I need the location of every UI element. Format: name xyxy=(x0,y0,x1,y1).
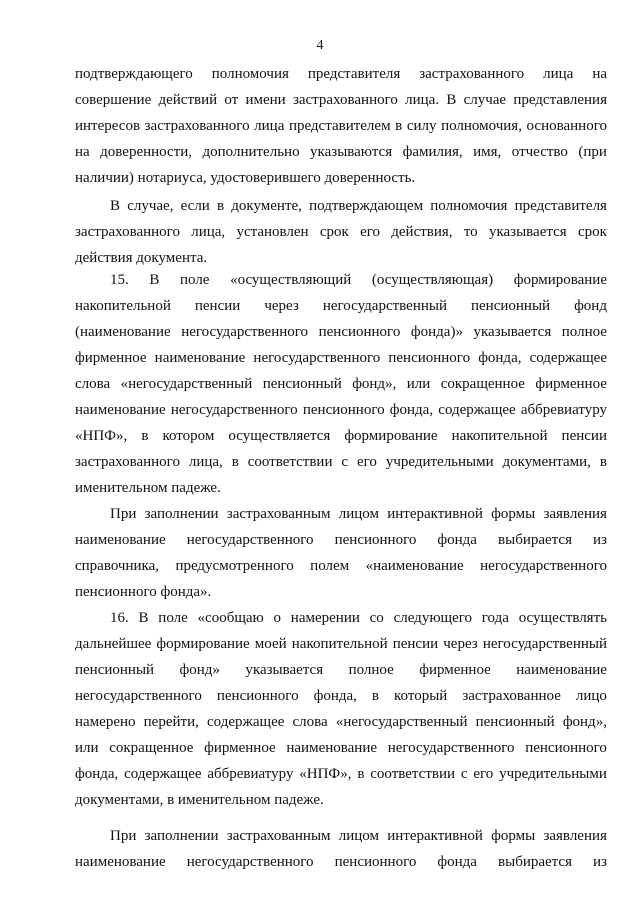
word: то xyxy=(463,224,478,240)
word: негосударственного xyxy=(186,854,314,870)
word: фонд» xyxy=(179,662,220,678)
word: лица xyxy=(254,118,285,134)
word: на xyxy=(592,66,607,82)
text-line: действия документа. xyxy=(75,250,208,266)
text-line: документами, в именительном падеже. xyxy=(75,792,324,808)
word: пенсионного xyxy=(334,532,417,548)
word: При xyxy=(110,828,137,844)
word: фонда, xyxy=(389,402,434,418)
text-line xyxy=(75,426,607,446)
word: пенсионный xyxy=(471,298,551,314)
text-line xyxy=(110,826,607,846)
word: застрахованное xyxy=(462,688,561,704)
word: поле xyxy=(179,272,210,288)
word: соответствии xyxy=(247,454,333,470)
text-line xyxy=(75,64,607,84)
word: слова xyxy=(75,376,111,392)
page-number: 4 xyxy=(316,38,324,53)
word: негосударственного xyxy=(170,402,298,418)
word: В xyxy=(149,272,160,288)
word: наименование xyxy=(516,662,607,678)
word: перейти, xyxy=(143,714,199,730)
word: осуществлять xyxy=(518,610,607,626)
word: пенсионного xyxy=(525,740,607,756)
word: формы xyxy=(491,506,536,522)
word: заявления xyxy=(543,506,607,522)
word: пенсии xyxy=(392,636,439,652)
word: 16. xyxy=(110,610,129,626)
word: подтверждающего xyxy=(75,66,193,82)
word: его xyxy=(473,766,494,782)
word: наименование xyxy=(75,532,166,548)
word: фонда, xyxy=(478,350,522,366)
word: выбирается xyxy=(498,532,572,548)
word: срок xyxy=(577,224,607,240)
word: лица. xyxy=(405,92,440,108)
text-line xyxy=(110,270,607,290)
word: осуществляется xyxy=(228,428,331,444)
word: пенсии xyxy=(194,298,241,314)
text-line xyxy=(75,90,607,110)
text-line xyxy=(110,196,607,216)
word: лица, xyxy=(191,224,226,240)
word: негосударственного xyxy=(387,740,515,756)
word: фирменное xyxy=(204,740,276,756)
word: который xyxy=(394,688,448,704)
word: лица, xyxy=(188,454,223,470)
word: «негосударственный xyxy=(335,714,468,730)
word: силу xyxy=(406,118,437,134)
word: негосударственного xyxy=(181,324,309,340)
word: доверенности, xyxy=(100,144,193,160)
word: (наименование xyxy=(75,324,171,340)
text-line xyxy=(75,296,607,316)
word: «наименование xyxy=(365,558,464,574)
text-line xyxy=(75,712,607,732)
word: через xyxy=(443,636,478,652)
text-line xyxy=(75,374,607,394)
word: в xyxy=(599,454,607,470)
word: интерактивной xyxy=(387,828,483,844)
text-line: пенсионного фонда». xyxy=(75,584,212,600)
word: застрахованным xyxy=(226,506,331,522)
word: застрахованного xyxy=(75,224,180,240)
word: в xyxy=(371,688,380,704)
word: выбирается xyxy=(498,854,572,870)
word: полномочия, xyxy=(441,118,522,134)
word: документе, xyxy=(231,198,302,214)
word: в xyxy=(395,118,403,134)
text-line xyxy=(75,686,607,706)
word: накопительной xyxy=(291,636,388,652)
word: застрахованного xyxy=(75,454,180,470)
word: негосударственного xyxy=(75,688,202,704)
word: В xyxy=(110,198,121,214)
word: пенсии xyxy=(561,428,607,444)
word: застрахованного xyxy=(292,92,398,108)
word: с xyxy=(460,766,468,782)
word: фирменное xyxy=(535,376,607,392)
word: документами, xyxy=(502,454,591,470)
word: от xyxy=(224,92,239,108)
word: его xyxy=(360,224,380,240)
word: намерено xyxy=(75,714,136,730)
text-line xyxy=(75,852,607,872)
text-line xyxy=(75,764,607,784)
word: фирменное xyxy=(75,350,147,366)
word: фирменное xyxy=(419,662,491,678)
word: наименование xyxy=(75,402,166,418)
word: случае xyxy=(463,92,507,108)
word: заявления xyxy=(543,828,607,844)
word: дальнейшее xyxy=(75,636,152,652)
word: «НПФ», xyxy=(299,766,352,782)
word: если xyxy=(180,198,210,214)
word: намерении xyxy=(290,610,360,626)
word: справочника, xyxy=(75,558,160,574)
word: в xyxy=(231,454,239,470)
word: учредительными xyxy=(385,454,494,470)
text-line xyxy=(75,142,607,162)
word: (осуществляющая) xyxy=(371,272,494,288)
word: с xyxy=(341,454,349,470)
word: застрахованного xyxy=(419,66,525,82)
word: представителя xyxy=(514,198,607,214)
text-line xyxy=(75,222,607,242)
word: следующего xyxy=(393,610,473,626)
word: фамилия, xyxy=(402,144,463,160)
word: застрахованного xyxy=(144,118,250,134)
text-line xyxy=(75,400,607,420)
word: формы xyxy=(491,828,536,844)
word: негосударственного xyxy=(480,558,607,574)
word: срок xyxy=(319,224,349,240)
text-line xyxy=(75,660,607,680)
word: имя, xyxy=(473,144,502,160)
word: При xyxy=(110,506,137,522)
word: формирование xyxy=(344,428,438,444)
word: накопительной xyxy=(75,298,171,314)
word: из xyxy=(593,532,607,548)
text-line: наличии) нотариуса, удостоверившего доверенность. xyxy=(75,170,416,186)
word: застрахованным xyxy=(226,828,331,844)
text-line xyxy=(75,348,607,368)
word: (при xyxy=(578,144,607,160)
word: о xyxy=(273,610,282,626)
word: или xyxy=(406,376,431,392)
word: содержащее xyxy=(124,766,202,782)
text-line xyxy=(75,738,607,758)
word: лицо xyxy=(575,688,607,704)
word: фонд», xyxy=(562,714,607,730)
word: фонда xyxy=(437,854,477,870)
word: заполнении xyxy=(144,506,219,522)
word: фонда xyxy=(437,532,477,548)
text-line xyxy=(75,530,607,550)
word: на xyxy=(75,144,90,160)
word: со xyxy=(369,610,384,626)
word: через xyxy=(264,298,299,314)
word: интересов xyxy=(75,118,141,134)
word: негосударственного xyxy=(186,532,314,548)
word: негосударственный xyxy=(322,298,447,314)
text-line xyxy=(75,116,607,136)
word: в xyxy=(141,428,149,444)
word: имени xyxy=(245,92,286,108)
word: негосударственный xyxy=(482,636,607,652)
word: полномочия xyxy=(430,198,508,214)
word: лицом xyxy=(338,828,379,844)
text-line: именительном падеже. xyxy=(75,480,221,496)
word: заполнении xyxy=(144,828,219,844)
word: дополнительно xyxy=(202,144,300,160)
word: пенсионного xyxy=(302,402,385,418)
word: полное xyxy=(348,662,394,678)
word: из xyxy=(593,854,607,870)
word: фонда)» xyxy=(410,324,463,340)
word: аббревиатуру xyxy=(520,402,607,418)
word: пенсионного xyxy=(334,854,417,870)
word: пенсионный xyxy=(475,714,555,730)
word: установлен xyxy=(236,224,309,240)
word: указывается xyxy=(245,662,324,678)
text-line xyxy=(75,322,607,342)
word: или xyxy=(75,740,99,756)
word: полное xyxy=(561,324,607,340)
word: пенсионный xyxy=(75,662,155,678)
word: в xyxy=(357,766,365,782)
word: содержащее xyxy=(206,714,285,730)
word: фонда, xyxy=(313,688,357,704)
word: пенсионного xyxy=(216,688,299,704)
word: формирование xyxy=(513,272,607,288)
word: наименование xyxy=(286,740,378,756)
word: пенсионного xyxy=(318,324,401,340)
word: содержащее xyxy=(438,402,516,418)
word: лицом xyxy=(338,506,379,522)
word: аббревиатуру xyxy=(207,766,294,782)
word: слова xyxy=(292,714,328,730)
word: лица xyxy=(543,66,574,82)
word: указывается xyxy=(488,224,567,240)
word: наименование xyxy=(154,350,246,366)
word: соответствии xyxy=(370,766,456,782)
word: подтверждающем xyxy=(309,198,424,214)
text-line xyxy=(110,608,607,628)
text-line xyxy=(75,452,607,472)
word: сокращенное xyxy=(440,376,525,392)
word: основанного xyxy=(526,118,607,134)
word: действия, xyxy=(391,224,453,240)
word: моей xyxy=(254,636,287,652)
word: «негосударственный xyxy=(120,376,253,392)
word: предусмотренного xyxy=(175,558,294,574)
word: «осуществляющий xyxy=(230,272,352,288)
word: формирование xyxy=(156,636,250,652)
word: указывается xyxy=(473,324,552,340)
word: случае, xyxy=(127,198,174,214)
word: фонда, xyxy=(75,766,119,782)
word: действий xyxy=(158,92,218,108)
text-line xyxy=(75,634,607,654)
word: представителем xyxy=(288,118,391,134)
word: отчество xyxy=(511,144,568,160)
word: сокращенное xyxy=(109,740,194,756)
word: полем xyxy=(310,558,350,574)
word: пенсионного xyxy=(388,350,471,366)
word: котором xyxy=(162,428,215,444)
text-line xyxy=(75,556,607,576)
word: указываются xyxy=(310,144,393,160)
word: содержащее xyxy=(529,350,607,366)
word: учредительными xyxy=(499,766,607,782)
word: года xyxy=(481,610,509,626)
word: негосударственного xyxy=(253,350,381,366)
word: фонд», xyxy=(352,376,397,392)
word: поле xyxy=(158,610,188,626)
word: фонд xyxy=(574,298,607,314)
word: «НПФ», xyxy=(75,428,128,444)
word: пенсионный xyxy=(262,376,342,392)
word: накопительной xyxy=(451,428,548,444)
word: наименование xyxy=(75,854,166,870)
word: его xyxy=(356,454,377,470)
word: В xyxy=(446,92,457,108)
word: совершение xyxy=(75,92,152,108)
word: «сообщаю xyxy=(197,610,264,626)
text-line xyxy=(110,504,607,524)
word: представления xyxy=(513,92,607,108)
word: в xyxy=(217,198,225,214)
word: В xyxy=(138,610,149,626)
word: полномочия xyxy=(211,66,289,82)
word: представителя xyxy=(307,66,401,82)
word: интерактивной xyxy=(387,506,483,522)
word: 15. xyxy=(110,272,129,288)
